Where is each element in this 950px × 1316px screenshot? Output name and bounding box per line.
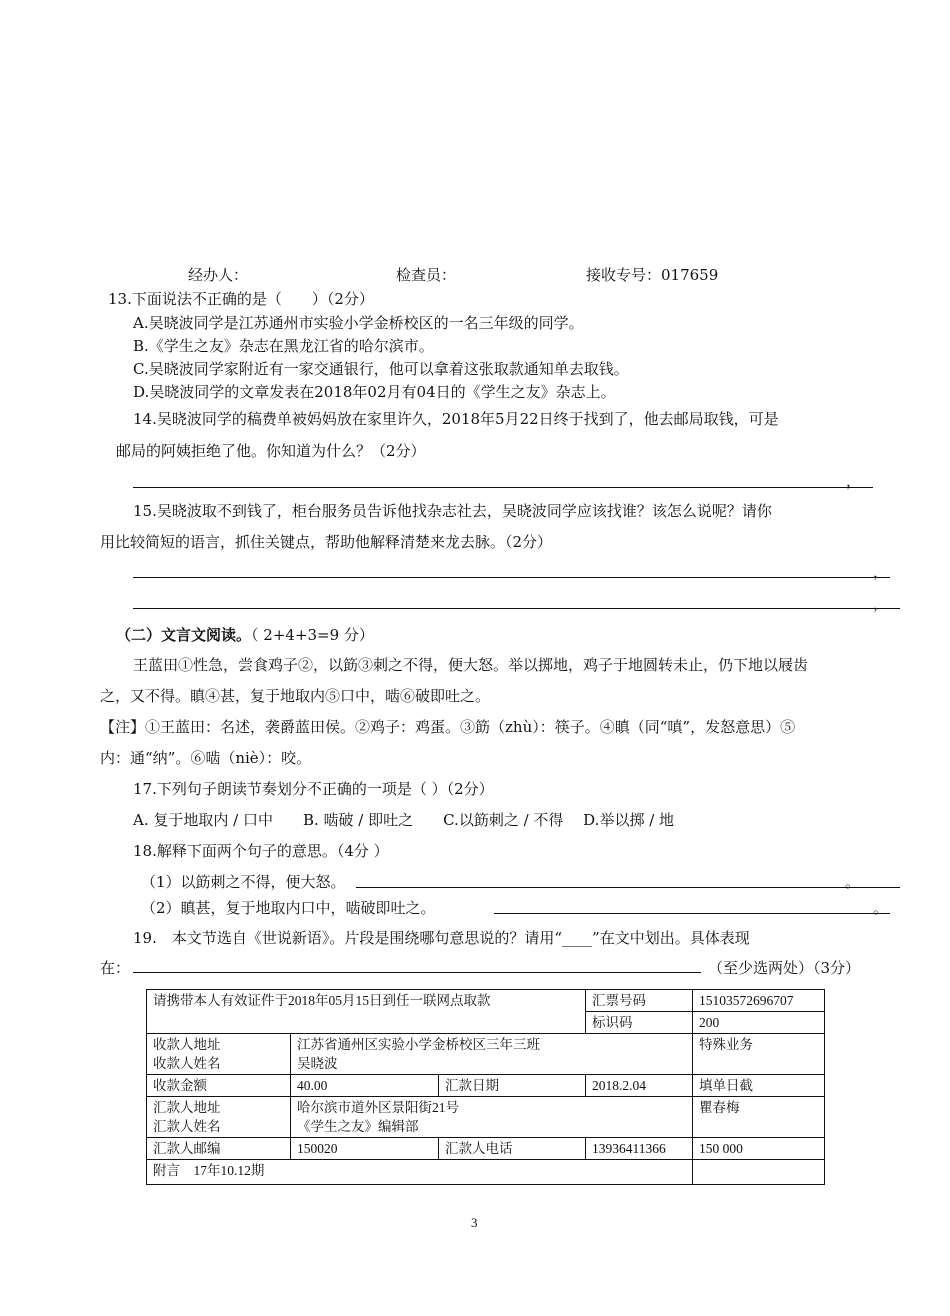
q18-item-1-end: 。 bbox=[845, 873, 861, 891]
section-2-title: （二）文言文阅读。 bbox=[116, 626, 252, 644]
q17-options: A. 复于地取内 / 口中 B. 啮破 / 即吐之 C.以筯刺之 / 不得 D.举以掷 / 地 bbox=[133, 811, 675, 829]
q15-end-mark-1: ， bbox=[873, 563, 889, 581]
form-memo-blank bbox=[693, 1160, 825, 1185]
section-2-score: （ 2+4+3=9 分） bbox=[251, 626, 374, 644]
form-phone-label: 汇款人电话 bbox=[439, 1138, 586, 1160]
form-remitter-name-label: 汇款人姓名 bbox=[153, 1119, 221, 1134]
section-2-heading bbox=[116, 624, 374, 645]
q19-line-1: 19. 本文节选自《世说新语》。片段是围绕哪句意思说的？请用“____”在文中划出。具体表现 bbox=[133, 929, 750, 947]
form-remit-date-label: 汇款日期 bbox=[439, 1075, 586, 1097]
form-row-payee bbox=[147, 1034, 825, 1075]
form-remitter-values bbox=[291, 1097, 693, 1138]
q18-item-2-end: 。 bbox=[873, 899, 889, 917]
passage-line-1: 王蓝田①性急，尝食鸡子②，以筯③刺之不得，便大怒。举以掷地，鸡子于地圆转未止，仍下地以屐齿 bbox=[133, 656, 809, 674]
form-code-value: 150 000 bbox=[693, 1138, 825, 1160]
form-zip-label: 汇款人邮编 bbox=[147, 1138, 291, 1160]
receipt-number: 接收专号：017659 bbox=[586, 266, 719, 284]
form-memo: 附言 17年10.12期 bbox=[147, 1160, 693, 1185]
form-amount-label: 收款金额 bbox=[147, 1075, 291, 1097]
form-amount-value: 40.00 bbox=[291, 1075, 439, 1097]
form-payee-name-label: 收款人姓名 bbox=[153, 1056, 221, 1071]
form-clerk-name: 瞿春梅 bbox=[693, 1097, 825, 1138]
form-notice: 请携带本人有效证件于2018年05月15日到任一联网点取款 bbox=[147, 990, 586, 1034]
form-row-remitter bbox=[147, 1097, 825, 1138]
form-remitter-labels bbox=[147, 1097, 291, 1138]
form-remitter-name-value: 《学生之友》编辑部 bbox=[297, 1119, 419, 1134]
form-id-code-value: 200 bbox=[693, 1012, 825, 1034]
form-remitter-addr-value: 哈尔滨市道外区景阳街21号 bbox=[297, 1100, 459, 1115]
q13-stem: 13.下面说法不正确的是（ ）（2分） bbox=[108, 290, 374, 308]
q13-option-d: D.吴晓波同学的文章发表在2018年02月有04日的《学生之友》杂志上。 bbox=[133, 383, 616, 401]
page-number: 3 bbox=[471, 1215, 478, 1230]
q19-answer-line bbox=[133, 972, 701, 973]
q19-line-2-prefix: 在： bbox=[100, 959, 131, 977]
q19-line-2-suffix: （至少选两处）（3分） bbox=[708, 959, 861, 977]
q15-line-2: 用比较简短的语言，抓住关键点，帮助他解释清楚来龙去脉。（2分） bbox=[100, 533, 553, 551]
q14-line-2: 邮局的阿姨拒绝了他。你知道为什么？（2分） bbox=[116, 442, 426, 460]
q18-answer-line-1 bbox=[356, 887, 900, 888]
q14-line-1: 14.吴晓波同学的稿费单被妈妈放在家里许久，2018年5月22日终于找到了，他去邮局取钱，可是 bbox=[133, 410, 779, 428]
form-payee-addr-value: 江苏省通州区实验小学金桥校区三年三班 bbox=[297, 1037, 540, 1052]
form-stamp-label: 填单日截 bbox=[693, 1075, 825, 1097]
q15-answer-line-1 bbox=[133, 577, 890, 578]
form-remit-no-value: 15103572696707 bbox=[693, 990, 825, 1012]
form-payee-addr-label: 收款人地址 bbox=[153, 1037, 221, 1052]
form-special-label: 特殊业务 bbox=[693, 1034, 825, 1075]
form-row-amount bbox=[147, 1075, 825, 1097]
form-id-code-label: 标识码 bbox=[586, 1012, 693, 1034]
q13-option-b: B.《学生之友》杂志在黑龙江省的哈尔滨市。 bbox=[133, 337, 434, 355]
checker-label: 检查员： bbox=[396, 266, 457, 284]
q15-line-1: 15.吴晓波取不到钱了，柜台服务员告诉他找杂志社去，吴晓波同学应该找谁？该怎么说呢？请你 bbox=[133, 502, 772, 520]
form-payee-name-value: 吴晓波 bbox=[297, 1056, 338, 1071]
note-line-1: 【注】①王蓝田：名述，袭爵蓝田侯。②鸡子：鸡蛋。③筯（zhù）：筷子。④瞋（同“嗔”，发怒意思）⑤ bbox=[100, 718, 796, 736]
q15-end-mark-2: ， bbox=[873, 595, 889, 613]
form-phone-value: 13936411366 bbox=[586, 1138, 693, 1160]
form-remitter-addr-label: 汇款人地址 bbox=[153, 1100, 221, 1115]
q18-answer-line-2 bbox=[494, 913, 890, 914]
q13-option-c: C.吴晓波同学家附近有一家交通银行，他可以拿着这张取款通知单去取钱。 bbox=[133, 360, 629, 378]
form-remit-no-label: 汇票号码 bbox=[586, 990, 693, 1012]
q13-option-a: A.吴晓波同学是江苏通州市实验小学金桥校区的一名三年级的同学。 bbox=[133, 314, 584, 332]
form-zip-value: 150020 bbox=[291, 1138, 439, 1160]
note-line-2: 内：通“纳”。⑥啮（niè）：咬。 bbox=[100, 749, 312, 767]
form-row-zip bbox=[147, 1138, 825, 1160]
form-row-notice bbox=[147, 990, 825, 1012]
remittance-form bbox=[146, 989, 825, 1185]
passage-line-2: 之，又不得。瞋④甚，复于地取内⑤口中，啮⑥破即吐之。 bbox=[100, 687, 491, 705]
form-remit-date-value: 2018.2.04 bbox=[586, 1075, 693, 1097]
q18-item-2: （2）瞋甚，复于地取内口中，啮破即吐之。 bbox=[141, 899, 436, 917]
q18-stem: 18.解释下面两个句子的意思。（4分 ） bbox=[133, 842, 389, 860]
q17-stem: 17.下列句子朗读节奏划分不正确的一项是（ ）（2分） bbox=[133, 780, 494, 798]
form-payee-values bbox=[291, 1034, 693, 1075]
q14-answer-line bbox=[133, 487, 873, 488]
q18-item-1: （1）以筯刺之不得，便大怒。 bbox=[141, 873, 346, 891]
form-payee-labels bbox=[147, 1034, 291, 1075]
q14-end-mark: ， bbox=[846, 472, 862, 490]
handler-label: 经办人： bbox=[188, 266, 249, 284]
q15-answer-line-2 bbox=[133, 608, 900, 609]
form-row-memo bbox=[147, 1160, 825, 1185]
